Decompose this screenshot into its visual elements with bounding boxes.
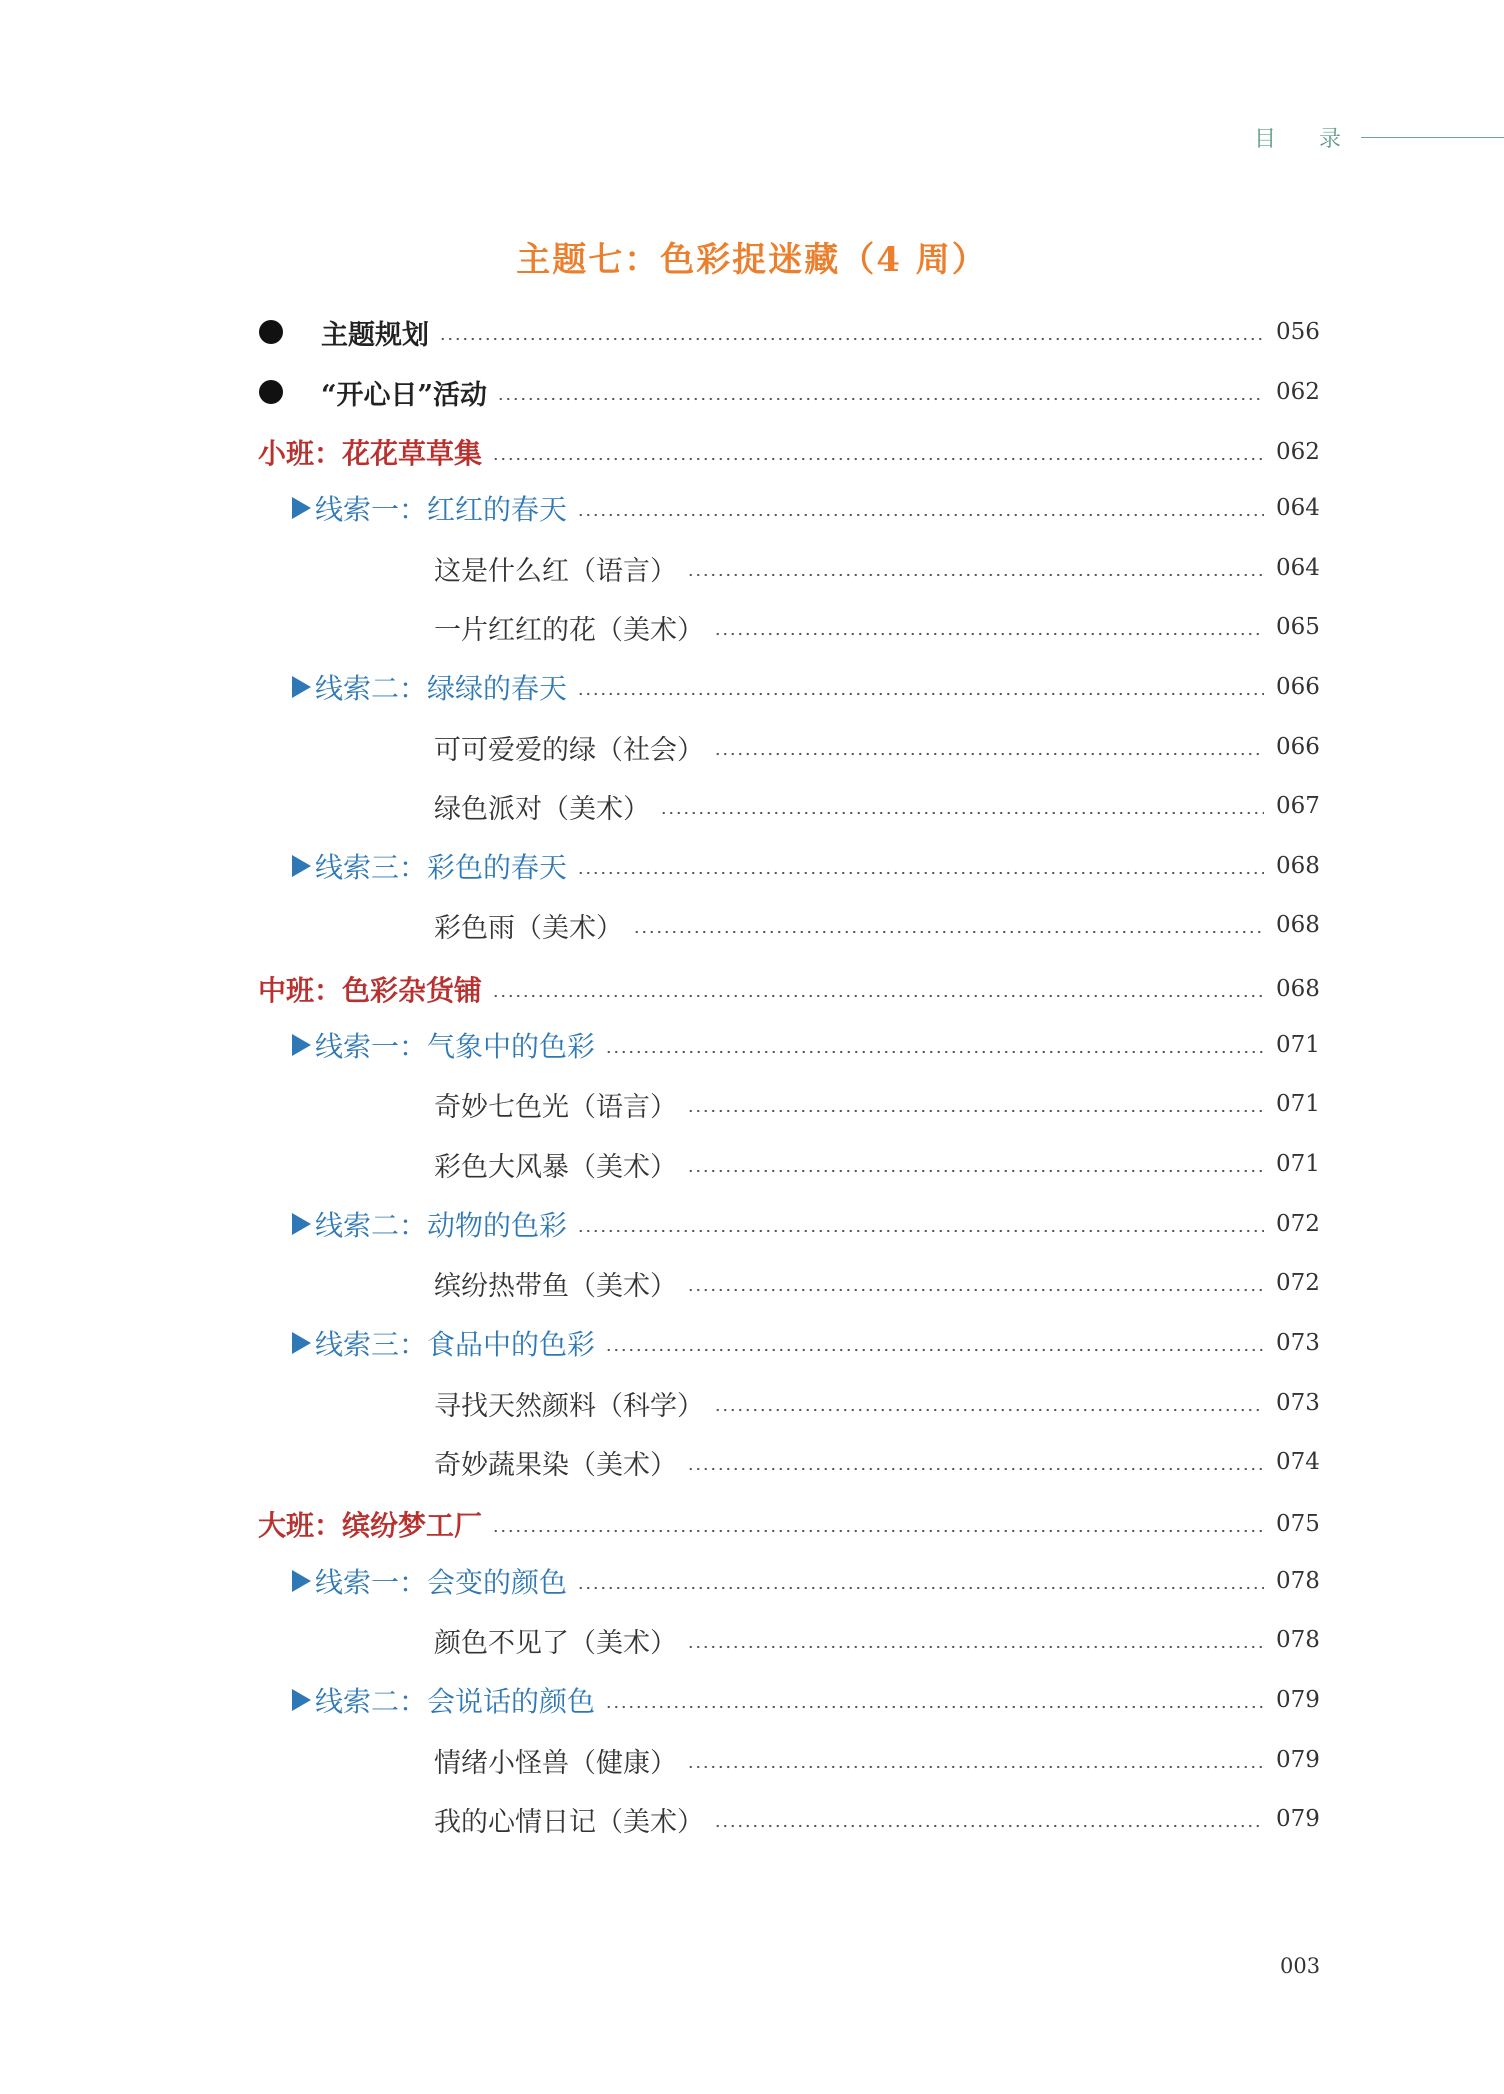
dot-leader [714,1824,1264,1828]
toc-entry-page: 068 [1276,912,1320,938]
header-rule [1361,137,1504,138]
triangle-right-icon [292,1570,311,1592]
triangle-right-icon [292,1332,311,1354]
toc-entry-page: 068 [1276,976,1320,1002]
bullet-icon [259,320,283,344]
toc-entry-lead [0,373,487,412]
dot-leader [687,1765,1264,1769]
toc-entry[interactable] [0,905,1504,945]
toc-entry-lead [0,1145,677,1184]
toc-entry-page: 067 [1276,793,1320,819]
toc-entry[interactable] [0,969,1504,1009]
toc-entry-lead [0,1025,595,1065]
toc-entry[interactable] [0,667,1504,707]
toc-entry-label: 线索三：食品中的色彩 [315,1328,596,1361]
toc-entry-label: 奇妙七色光（语言） [434,1091,677,1123]
page-number: 003 [1280,1954,1321,1978]
toc-entry-label: 这是什么红（语言） [434,555,677,587]
toc-entry-label: 可可爱爱的绿（社会） [434,734,704,766]
dot-leader [687,573,1264,577]
toc-entry-lead [0,1680,595,1720]
toc-entry-page: 073 [1276,1390,1320,1416]
toc-entry[interactable] [0,432,1504,472]
dot-leader [714,1408,1264,1412]
toc-entry[interactable] [0,1025,1504,1065]
toc-entry-lead [0,608,704,647]
dot-leader [497,397,1264,401]
toc-entry[interactable] [0,1084,1504,1124]
dot-leader [687,1288,1264,1292]
toc-entry-lead [0,969,482,1009]
toc-entry-page: 072 [1276,1211,1320,1237]
toc-entry-page: 079 [1276,1747,1320,1773]
bullet-icon [259,380,283,404]
toc-entry-page: 075 [1276,1511,1320,1537]
toc-entry-label: 线索一：红红的春天 [315,493,568,526]
dot-leader [687,1109,1264,1113]
toc-entry-lead [0,1323,595,1363]
toc-entry-label: 线索二：会说话的颜色 [315,1685,596,1718]
toc-entry[interactable] [0,607,1504,647]
toc-entry-lead [0,846,567,886]
toc-entry-lead [0,1443,677,1482]
toc-entry-page: 064 [1276,555,1320,581]
toc-entry-page: 079 [1276,1806,1320,1832]
dot-leader [605,1705,1264,1709]
toc-entry-lead [0,1741,677,1780]
toc-entry-page: 078 [1276,1568,1320,1594]
toc-entry-lead [0,432,482,472]
toc-entry[interactable] [0,1383,1504,1423]
dot-leader [687,1467,1264,1471]
dot-leader [605,1050,1264,1054]
dot-leader [714,632,1264,636]
toc-entry-label: 颜色不见了（美术） [434,1627,677,1659]
toc-entry-page: 062 [1276,379,1320,405]
dot-leader [633,930,1264,934]
toc-entry-lead [0,787,650,826]
toc-entry[interactable] [0,1620,1504,1660]
toc-entry-lead [0,1504,482,1544]
toc-entry-label: 线索二：动物的色彩 [315,1209,568,1242]
toc-entry[interactable] [0,786,1504,826]
toc-entry-label: 线索一：气象中的色彩 [315,1030,596,1063]
toc-entry[interactable] [0,488,1504,528]
toc-entry-lead [0,1204,567,1244]
toc-entry-lead [0,667,567,707]
header-label: 目 录 [1254,126,1359,152]
toc-entry-label: 彩色雨（美术） [434,912,623,944]
toc-entry[interactable] [0,548,1504,588]
triangle-right-icon [292,1213,311,1235]
toc-entry-page: 065 [1276,614,1320,640]
toc-entry-label: 彩色大风暴（美术） [434,1151,677,1183]
toc-entry-page: 066 [1276,674,1320,700]
toc-entry-label: 大班：缤纷梦工厂 [258,1509,483,1542]
toc-entry[interactable] [0,372,1504,412]
toc-entry-page: 068 [1276,853,1320,879]
toc-entry[interactable] [0,1740,1504,1780]
toc-entry[interactable] [0,1680,1504,1720]
dot-leader [492,457,1264,461]
toc-entry-label: 寻找天然颜料（科学） [434,1390,704,1422]
toc-entry-label: 线索三：彩色的春天 [315,851,568,884]
toc-entry-lead [0,906,623,945]
dot-leader [577,1229,1264,1233]
dot-leader [577,513,1264,517]
toc-entry-page: 079 [1276,1687,1320,1713]
dot-leader [577,692,1264,696]
triangle-right-icon [292,1034,311,1056]
toc-entry-lead [0,1621,677,1660]
dot-leader [714,752,1264,756]
toc-entry-label: 中班：色彩杂货铺 [258,974,483,1007]
toc-entry-page: 074 [1276,1449,1320,1475]
toc-entry-page: 078 [1276,1627,1320,1653]
toc-entry-lead [0,549,677,588]
toc-entry-lead [0,1384,704,1423]
toc-entry-page: 073 [1276,1330,1320,1356]
toc-entry-lead [0,1561,567,1601]
triangle-right-icon [292,497,311,519]
toc-entry[interactable] [0,1561,1504,1601]
toc-entry-lead [0,728,704,767]
toc-entry-label: 情绪小怪兽（健康） [434,1747,677,1779]
toc-entry-label: “开心日”活动 [321,379,488,411]
toc-entry[interactable] [0,1799,1504,1839]
toc-entry-lead [0,488,567,528]
toc-entry-page: 062 [1276,439,1320,465]
triangle-right-icon [292,676,311,698]
toc-entry-lead [0,1800,704,1839]
toc-entry[interactable] [0,1263,1504,1303]
toc-entry[interactable] [0,1442,1504,1482]
toc-entry-page: 066 [1276,734,1320,760]
dot-leader [660,811,1264,815]
triangle-right-icon [292,855,311,877]
toc-entry-label: 线索二：绿绿的春天 [315,672,568,705]
toc-entry[interactable] [0,1204,1504,1244]
toc-entry[interactable] [0,312,1504,352]
dot-leader [492,1529,1264,1533]
toc-entry-label: 缤纷热带鱼（美术） [434,1270,677,1302]
toc-entry-label: 一片红红的花（美术） [434,614,704,646]
toc-entry-page: 071 [1276,1091,1320,1117]
triangle-right-icon [292,1689,311,1711]
toc-entry-lead [0,1264,677,1303]
toc-entry-page: 071 [1276,1032,1320,1058]
toc-entry-page: 064 [1276,495,1320,521]
toc-entry-page: 056 [1276,319,1320,345]
dot-leader [577,1586,1264,1590]
toc-entry[interactable] [0,1504,1504,1544]
toc-entry-page: 071 [1276,1151,1320,1177]
toc-entry-label: 主题规划 [321,319,429,351]
running-header [1254,122,1504,152]
toc-entry[interactable] [0,846,1504,886]
dot-leader [605,1348,1264,1352]
toc-entry-page: 072 [1276,1270,1320,1296]
dot-leader [577,871,1264,875]
toc-entry-label: 我的心情日记（美术） [434,1806,704,1838]
toc-entry[interactable] [0,727,1504,767]
toc-entry[interactable] [0,1323,1504,1363]
toc-entry-label: 奇妙蔬果染（美术） [434,1449,677,1481]
toc-entry-lead [0,313,429,352]
toc-entry-lead [0,1085,677,1124]
dot-leader [687,1169,1264,1173]
dot-leader [492,994,1264,998]
toc-entry[interactable] [0,1144,1504,1184]
toc-entry-label: 小班：花花草草集 [258,437,483,470]
dot-leader [439,337,1264,341]
toc-entry-label: 线索一：会变的颜色 [315,1566,568,1599]
dot-leader [687,1645,1264,1649]
theme-title: 主题七：色彩捉迷藏（4 周） [516,240,988,280]
toc-entry-label: 绿色派对（美术） [434,793,650,825]
